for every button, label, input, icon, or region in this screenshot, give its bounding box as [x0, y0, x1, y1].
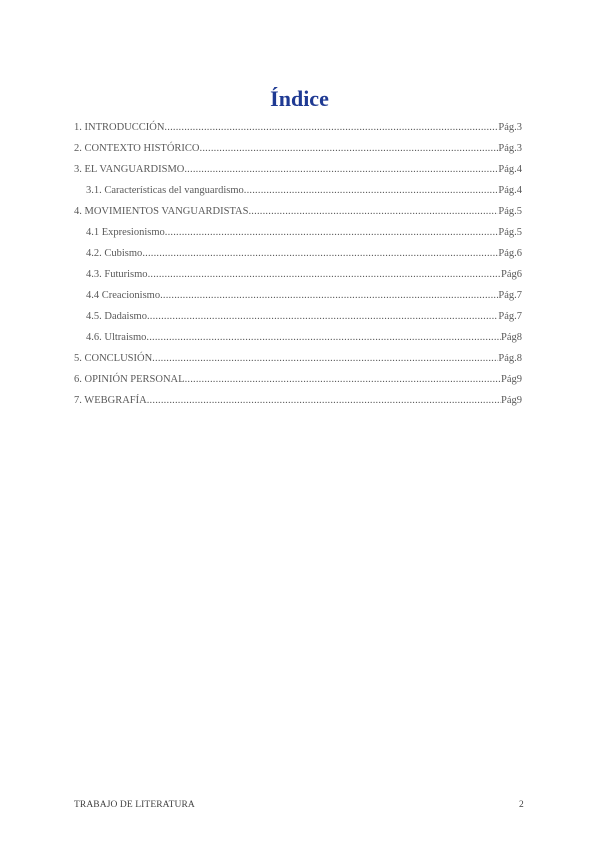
toc-leader-dots — [185, 372, 501, 388]
toc-leader-dots — [184, 162, 498, 178]
toc-entry-label: 4. MOVIMIENTOS VANGUARDISTAS — [74, 206, 249, 217]
toc-entry-page: Pág.5 — [498, 206, 522, 217]
toc-entry-page: Pág9 — [501, 374, 522, 385]
toc-leader-dots — [142, 246, 498, 262]
toc-leader-dots — [160, 288, 498, 304]
toc-leader-dots — [164, 120, 498, 136]
toc-entry-page: Pág.7 — [498, 290, 522, 301]
toc-entry-label: 2. CONTEXTO HISTÓRICO — [74, 143, 200, 154]
toc-entry-page: Pág.3 — [498, 143, 522, 154]
toc-entry-page: Pág.5 — [498, 227, 522, 238]
page-title: Índice — [270, 86, 329, 111]
toc-entry-label: 4.3. Futurismo — [86, 269, 148, 280]
toc-entry-page: Pág.7 — [498, 311, 522, 322]
toc-entry-label: 7. WEBGRAFÍA — [74, 395, 147, 406]
toc-entry-label: 4.5. Dadaismo — [86, 311, 147, 322]
toc-leader-dots — [248, 204, 498, 220]
toc-entry-dadaismo — [86, 309, 522, 325]
toc-entry-page: Pág.4 — [498, 185, 522, 196]
toc-entry-creacionismo — [86, 288, 522, 304]
toc-entry-contexto-historico — [74, 141, 522, 157]
toc-entry-label: 4.6. Ultraismo — [86, 332, 147, 343]
toc-entry-page: Pág.4 — [498, 164, 522, 175]
toc-leader-dots — [152, 351, 498, 367]
toc-entry-webgrafia — [74, 393, 522, 409]
toc-entry-vanguardismo — [74, 162, 522, 178]
toc-entry-page: Pág.3 — [498, 122, 522, 133]
toc-entry-label: 4.1 Expresionismo — [86, 227, 165, 238]
toc-leader-dots — [146, 330, 501, 346]
toc-entry-futurismo — [86, 267, 522, 283]
toc-leader-dots — [165, 225, 499, 241]
toc-entry-movimientos — [74, 204, 522, 220]
toc-leader-dots — [200, 141, 499, 157]
toc-entry-page: Pág.8 — [498, 353, 522, 364]
toc-entry-expresionismo — [86, 225, 522, 241]
toc-entry-opinion-personal — [74, 372, 522, 388]
toc-entry-label: 4.4 Creacionismo — [86, 290, 161, 301]
toc-entry-introduccion — [74, 120, 522, 136]
page-number: 2 — [519, 800, 524, 810]
toc-entry-label: 3.1. Características del vanguardismo — [86, 185, 244, 196]
toc-entry-label: 4.2. Cubismo — [86, 248, 143, 259]
toc-entry-label: 3. EL VANGUARDISMO — [74, 164, 185, 175]
toc-entry-label: 1. INTRODUCCIÓN — [74, 122, 165, 133]
toc-entry-ultraismo — [86, 330, 522, 346]
toc-leader-dots — [244, 183, 499, 199]
toc-entry-caracteristicas — [86, 183, 522, 199]
toc-entry-page: Pág8 — [501, 332, 522, 343]
toc-entry-page: Pág6 — [501, 269, 522, 280]
toc-entry-label: 6. OPINIÓN PERSONAL — [74, 374, 185, 385]
toc-entry-page: Pág.6 — [498, 248, 522, 259]
toc-entry-conclusion — [74, 351, 522, 367]
footer-title: TRABAJO DE LITERATURA — [74, 800, 195, 810]
toc-leader-dots — [147, 309, 498, 325]
toc-entry-page: Pág9 — [501, 395, 522, 406]
toc-entry-cubismo — [86, 246, 522, 262]
toc-entry-label: 5. CONCLUSIÓN — [74, 353, 153, 364]
toc-leader-dots — [148, 267, 501, 283]
toc-leader-dots — [147, 393, 501, 409]
